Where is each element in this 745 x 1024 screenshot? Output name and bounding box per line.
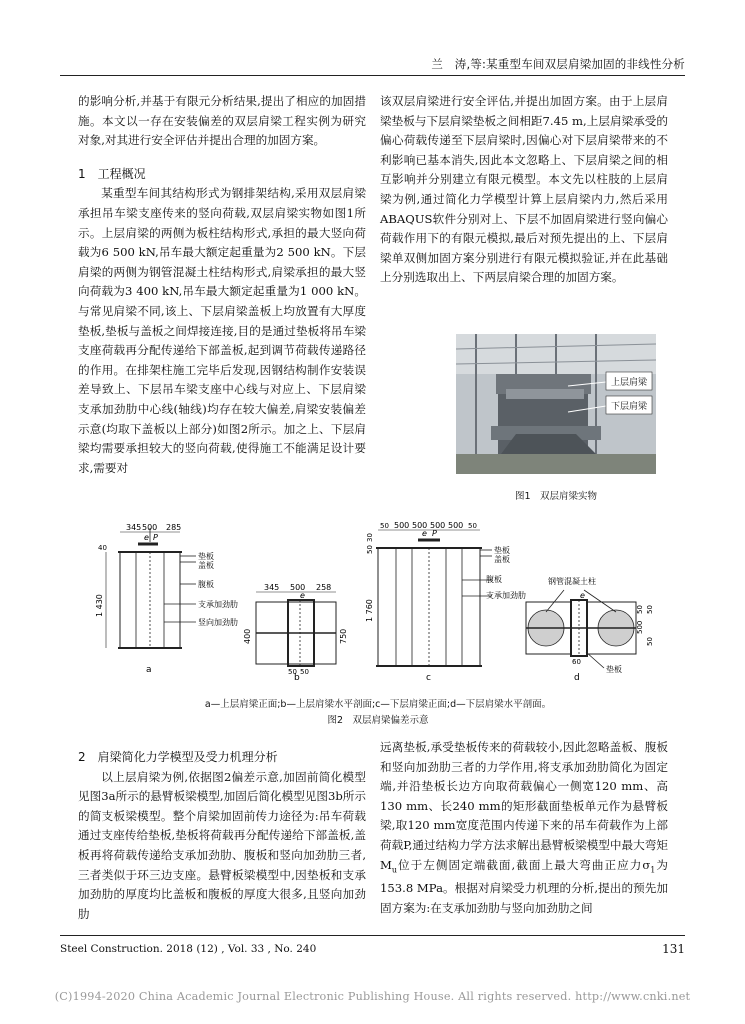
bottom-right-column [380,738,668,919]
fig2c-dim-2: 500 [394,522,410,530]
fig2b-dim-left: 400 [243,628,252,644]
figure1-caption: 图1 双层肩梁实物 [514,491,598,502]
figure2-legend: a—上层肩梁正面;b—上层肩梁水平剖面;c—下层肩梁正面;d—下层肩梁水平剖面。 [204,699,552,710]
fig2c-dim-3: 500 [412,522,428,530]
fig2a-letter: a [146,665,152,675]
fig2d-label-bottom: 垫板 [606,665,622,674]
fig2c-letter: c [426,673,431,682]
fig2c-label-2: 盖板 [494,555,510,564]
fig2b-e: e [300,591,305,600]
fig2d-e: e [580,591,585,600]
fig2d-dim-bottom: 60 [572,658,581,666]
fig2c-label-1: 垫板 [494,546,510,555]
left-paragraph-intro: 的影响分析,并基于有限元分析结果,提出了相应的加固措施。本文以一存在安装偏差的双层肩梁工程实例为研究对象,对其进行安全评估并提出合理的加固方案。 [78,94,366,148]
running-header: 兰 涛,等:某重型车间双层肩梁加固的非线性分析 [431,57,685,71]
section-2-heading: 2 肩梁简化力学模型及受力机理分析 [78,750,278,764]
fig2a-dim-height: 1 430 [95,594,104,617]
fig2b-dim-2: 500 [290,583,306,592]
fig2d-letter: d [574,673,580,682]
fig2a-label-1: 垫板 [198,552,214,561]
figure1-photo-drawing [456,334,656,474]
fig2b-dim-right: 750 [339,628,348,644]
section-1-heading: 1 工程概况 [78,166,146,181]
fig2c-dim-5: 500 [448,522,464,530]
fig2a-label-5: 竖向加劲肋 [198,618,238,627]
figure2-drawing [78,522,678,682]
stress-subscript: 1 [650,864,656,874]
bottom-right-text-3: 为153.8 MPa。根据对肩梁受力机理的分析,提出的预先加固方案为:在支承加劲肋与竖向加劲肋之间 [380,857,668,916]
bottom-right-text-2: 位于左侧固定端截面,截面上最大弯曲正应力σ [397,857,651,872]
journal-info: Steel Construction. 2018 (12) , Vol. 33 , No. 240 [60,943,317,955]
bottom-right-paragraph [380,738,668,919]
fig2d-label-top: 钢管混凝土柱 [548,577,596,586]
fig2a-dim-3: 285 [166,523,182,532]
fig2b-letter: b [294,673,300,682]
figure1-label-lower: 下层肩梁 [610,402,648,412]
fig2c-dim-6: 50 [468,522,477,530]
fig2c-label-3: 腹板 [486,575,502,584]
bottom-left-column [78,748,366,924]
fig2c-label-4: 支承加劲肋 [486,591,526,600]
right-paragraph-intro: 该双层肩梁进行安全评估,并提出加固方案。由于上层肩梁垫板与下层肩梁垫板之间相距7.45 m,上层肩梁承受的偏心荷载传递至下层肩梁时,因偏心对下层肩梁带来的不利影响已基本消失,因此本文忽略上、下层肩梁之间的相互影响并分别建立有限元模型。本文先以柱肢的上层肩梁为例,通过简化力学模型计算上层肩梁内力,然后采用ABAQUS软件分别对上、下层不加固肩梁进行竖向偏心荷载作用下的有限元模拟,最后对预先提出的上、下层肩梁单双侧加固方案分别进行有限元模拟验证,并在此基础上分别选取出上、下两层肩梁合理的加固方案。 [380,94,668,285]
fig2a-dim-1: 345 [126,523,142,532]
figure2-part-b [256,592,336,666]
fig2c-p: P [432,529,437,538]
figure2-part-d [526,590,636,668]
fig2a-p: P [153,533,158,542]
fig2a-dim-left: 40 [98,544,107,552]
left-column [78,92,366,478]
left-paragraph-overview: 某重型车间其结构形式为钢排架结构,采用双层肩梁承担吊车梁支座传来的竖向荷载,双层肩梁实物如图1所示。上层肩梁的两侧为板柱结构形式,承担的最大竖向荷载为6 500 kN,吊车最大额定起重量为2 500 kN。下层肩梁的两侧为钢管混凝土柱结构形式,肩梁承担的最大竖向荷载为3 400 kN,吊车最大额定起重量为1 000 kN。与常见肩梁不同,该上、下层肩梁盖板上均放置有大厚度垫板,垫板与盖板之间焊接连接,目的是通过垫板将吊车梁支座荷载再分配传递给下部盖板,起到调节荷载传递路径的作用。在排架柱施工完毕后发现,因钢结构制作安装误差导致上、下层吊车梁支座中心线与对应上、下层肩梁支承加劲肋中心线(轴线)均存在较大偏差,肩梁安装偏差示意(均取下盖板以上部分)如图2所示。加之上、下层肩梁均需要承担较大的竖向荷载,使得施工不能满足设计要求,需要对 [78,186,366,475]
fig2c-dim-1: 50 [380,522,389,530]
fig2c-dim-4: 500 [430,522,446,530]
fig2a-label-4: 支承加劲肋 [198,600,238,609]
fig2d-dim-1: 50 [636,605,644,614]
figure2-caption: 图2 双层肩梁偏差示意 [327,715,429,726]
fig2d-dim-4: 50 [646,637,654,646]
page-number: 131 [662,942,685,956]
fig2b-dim-bottom-2: 50 [300,668,309,676]
header-rule [60,75,685,76]
fig2d-dim-2: 500 [636,620,644,634]
fig2c-e: e [422,529,427,538]
fig2c-dim-left-2: 50 [366,545,374,554]
fig2b-dim-bottom-1: 50 [288,668,297,676]
footer-rule [60,935,685,936]
fig2a-label-3: 腹板 [198,580,214,589]
fig2b-dim-1: 345 [264,583,280,592]
fig2c-dim-height: 1 760 [365,599,374,622]
right-column [380,92,668,288]
fig2c-dim-left-1: 30 [366,533,374,542]
fig2b-dim-3: 258 [316,583,332,592]
fig2a-label-2: 盖板 [198,561,214,570]
figure2-part-c [376,530,492,666]
bottom-right-text-1: 远离垫板,承受垫板传来的荷载较小,因此忽略盖板、腹板和竖向加劲肋三者的力学作用,将支承加劲肋简化为固定端,并沿垫板长边方向取荷载偏心一侧宽120 mm、高130 mm、长240 mm的矩形截面垫板单元作为悬臂板梁,取120 mm宽度范围内传递下来的吊车荷载作为上部荷载P,通过结构力学方法求解出悬臂板梁模型中最大弯矩M [380,740,668,872]
fig2a-e: e [144,533,149,542]
fig2a-dim-2: 500 [142,523,158,532]
fig2d-dim-3: 50 [646,605,654,614]
figure1-label-upper: 上层肩梁 [610,378,648,388]
copyright-watermark: (C)1994-2020 China Academic Journal Electronic Publishing House. All rights reserved. http://www.cnki.net [54,990,691,1003]
moment-subscript: u [391,864,398,874]
bottom-left-paragraph: 以上层肩梁为例,依据图2偏差示意,加固前简化模型见图3a所示的悬臂板梁模型,加固后简化模型见图3b所示的简支板梁模型。整个肩梁加固前传力途径为:吊车荷载通过支座传给垫板,垫板将荷载再分配传递给下部盖板,盖板再将荷载传递给支承加劲肋、腹板和竖向加劲肋三者,三者类似于环三边支座。悬臂板梁模型中,因垫板和支承加劲肋的厚度均比盖板和腹板的厚度大很多,且竖向加劲肋 [78,769,366,921]
figure2-part-a [106,528,196,648]
figure1-photo [456,334,656,474]
